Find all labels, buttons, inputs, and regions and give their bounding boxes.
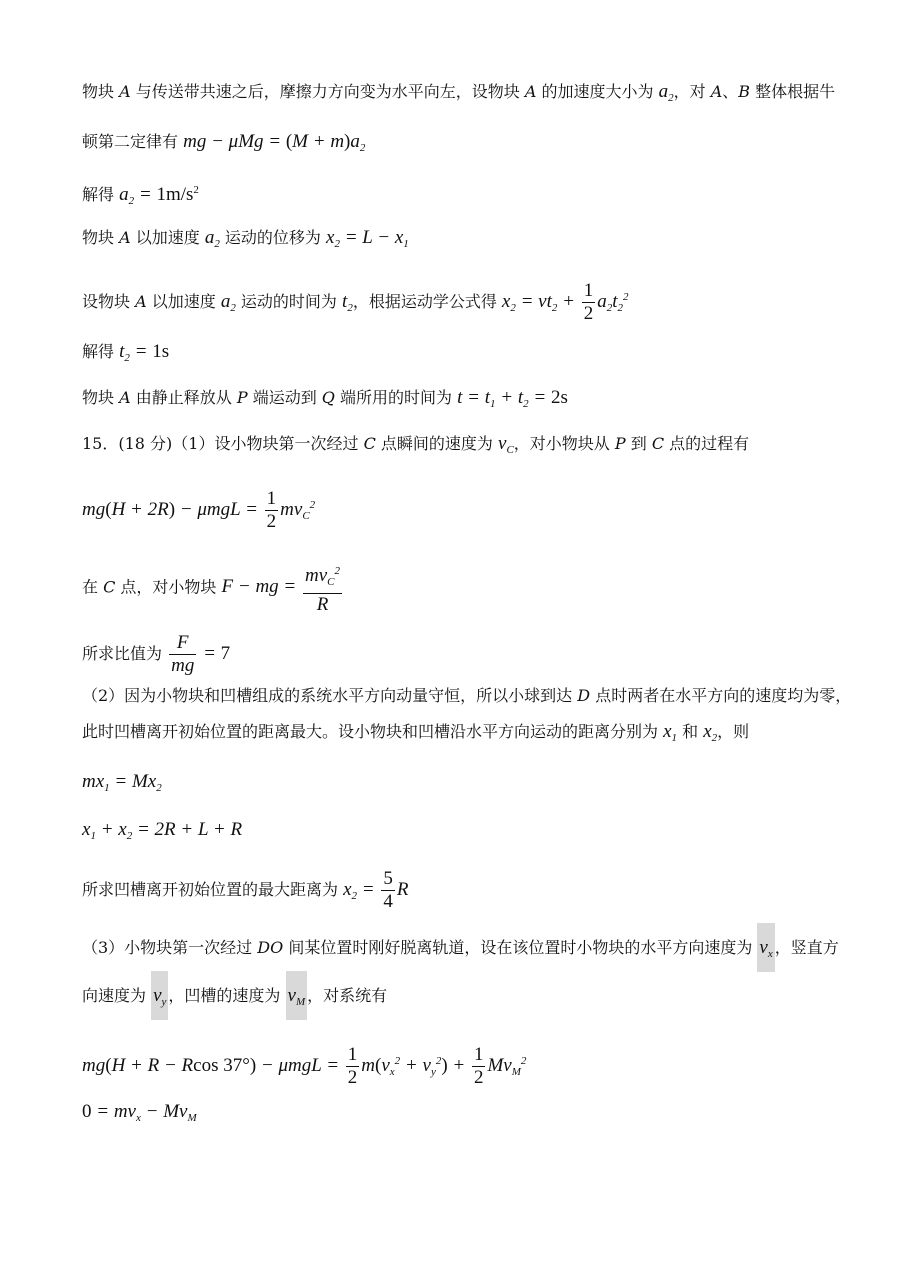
- line-3-text: 解得: [82, 185, 115, 204]
- equation-t2-result: $t_2 = 1s$: [119, 341, 170, 364]
- equation-total-time: $t = t_1 + t_2 = 2s$: [457, 387, 568, 410]
- text-line-10: [82, 560, 344, 616]
- equation-newton-second-law: mg − $\mu Mg = (M + m)a_2$: [183, 131, 366, 154]
- equation-momentum-displacement: $mx_1 = Mx_2$: [82, 771, 162, 794]
- line-13-text: 此时凹槽离开初始位置的距离最大。设小物块和凹槽沿水平方向运动的距离分别为 $x_1$ 和 $x_2$，则: [82, 721, 750, 744]
- text-line-3: [82, 178, 199, 213]
- text-line-9: [82, 488, 315, 533]
- equation-force-at-c: F − mg = $\frac{mv_C^2}{R}$: [222, 576, 344, 597]
- text-line-14: [82, 770, 162, 800]
- equation-ratio: $\frac{F}{mg}$ = 7: [171, 632, 231, 676]
- question-15-part-2: （2）因为小物块和凹槽组成的系统水平方向动量守恒，所以小球到达 D 点时两者在水平方向的速度均为零，: [82, 686, 852, 705]
- text-line-7: [82, 386, 568, 416]
- line-6-text: 解得: [82, 342, 115, 361]
- text-line-1: [82, 80, 835, 110]
- equation-x2: $x_2 = L - x_1$: [326, 227, 409, 250]
- line-11-text: 所求比值为: [82, 643, 163, 663]
- line-10-text: 在 C 点，对小物块: [82, 577, 217, 597]
- equation-kinematics: $x_2 = vt_2$ + $\frac{1}{2}$ $a_2t_2^2$: [501, 280, 629, 324]
- line-7-text: 物块 A 由静止释放从 P 端运动到 Q 端所用的时间为: [82, 388, 453, 407]
- equation-max-distance: $x_2$ = $\frac{5}{4}$ R: [343, 868, 409, 912]
- equation-displacement-sum: $x_1 + x_2 = 2R + L + R$: [82, 819, 243, 842]
- text-line-16: [82, 868, 408, 913]
- equation-system-energy: mg(H + R − Rcos 37°) − μmgL = $\frac{1}{2}$ $m(v_x^2 + v_y^2)$ + $\frac{1}{2}$ $Mv_M^2$: [82, 1044, 527, 1088]
- text-line-5: [82, 280, 629, 325]
- line-5-text: 设物块 A 以加速度 $a_2$ 运动的时间为 $t_2$，根据运动学公式得: [82, 290, 497, 314]
- line-2-text: 顿第二定律有: [82, 132, 179, 151]
- text-line-8: [82, 432, 749, 462]
- text-line-13: [82, 720, 749, 750]
- line-1-sentence: 物块 A 与传送带共速之后，摩擦力方向变为水平向左，设物块 A 的加速度大小为 $a_2$，对 A、B 整体根据牛: [82, 81, 836, 104]
- line-18-text: 向速度为 $v_y$ ，凹槽的速度为 $v_M$ ，对系统有: [82, 986, 387, 1005]
- text-line-4: [82, 226, 409, 256]
- text-line-18: [82, 984, 387, 1014]
- text-line-11: [82, 632, 230, 677]
- text-line-6: [82, 340, 169, 370]
- text-line-15: [82, 818, 242, 848]
- text-line-19: [82, 1044, 526, 1089]
- line-16-text: 所求凹槽离开初始位置的最大距离为: [82, 879, 339, 899]
- equation-energy-p-to-c: mg(H + 2R) − μmgL = $\frac{1}{2}$ $mv_C^2$: [82, 488, 316, 532]
- text-line-12: [82, 684, 851, 708]
- text-line-17: [82, 936, 839, 966]
- line-4-text: 物块 A 以加速度 $a_2$ 运动的位移为: [82, 227, 321, 250]
- question-15-part-3: （3）小物块第一次经过 DO 间某位置时刚好脱离轨道，设在该位置时小物块的水平方向速度为 $v_x$ ，竖直方: [82, 938, 839, 957]
- equation-system-momentum: $0 = mv_x - Mv_M$: [82, 1101, 197, 1124]
- question-15-part-1: 15．(18 分)（1）设小物块第一次经过 C 点瞬间的速度为 $v_C$，对小物块从 P 到 C 点的过程有: [82, 433, 750, 456]
- equation-a2-result: $a_2 = 1m/s^2$: [119, 184, 199, 207]
- text-line-2: [82, 130, 365, 160]
- text-line-20: [82, 1100, 197, 1130]
